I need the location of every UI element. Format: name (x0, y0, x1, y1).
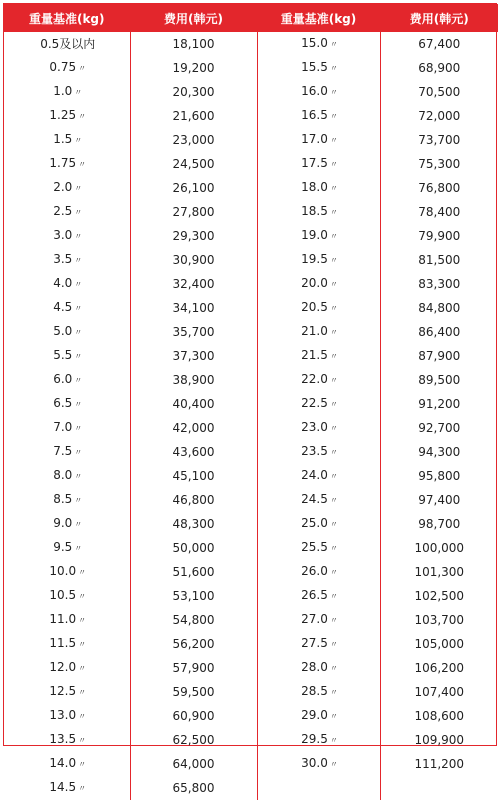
left-weight-cell (4, 80, 130, 104)
ditto-mark: 〃 (74, 544, 83, 553)
table-row (4, 128, 498, 152)
ditto-mark: 〃 (329, 208, 338, 217)
left-weight-cell (4, 320, 130, 344)
ditto-mark: 〃 (74, 280, 83, 289)
right-weight-cell (257, 296, 380, 320)
ditto-mark: 〃 (78, 616, 87, 625)
table-row (4, 560, 498, 584)
ditto-mark: 〃 (78, 160, 87, 169)
ditto-mark: 〃 (74, 448, 83, 457)
right-weight-cell (257, 104, 380, 128)
ditto-mark: 〃 (329, 400, 338, 409)
left-weight-cell (4, 560, 130, 584)
right-fee-cell: 76,800 (418, 181, 461, 195)
table-row (4, 176, 498, 200)
ditto-mark: 〃 (329, 496, 338, 505)
right-weight-value: 15.5 (301, 60, 328, 74)
right-weight-cell (257, 392, 380, 416)
right-weight-cell (257, 728, 380, 752)
right-weight-cell (257, 152, 380, 176)
left-weight-cell (4, 608, 130, 632)
left-weight-value: 12.0 (49, 660, 77, 674)
left-fee-cell: 29,300 (130, 224, 257, 248)
ditto-mark: 〃 (329, 304, 338, 313)
ditto-mark: 〃 (78, 64, 87, 73)
left-weight-value: 10.0 (49, 564, 77, 578)
ditto-mark: 〃 (329, 664, 338, 673)
ditto-mark: 〃 (329, 688, 338, 697)
right-weight-cell (257, 584, 380, 608)
ditto-mark: 〃 (78, 736, 87, 745)
ditto-mark: 〃 (329, 544, 338, 553)
right-fee-cell: 105,000 (414, 637, 465, 651)
table-row (4, 512, 498, 536)
right-fee-cell: 101,300 (414, 565, 465, 579)
ditto-mark: 〃 (78, 784, 87, 793)
left-fee-cell: 18,100 (130, 32, 257, 56)
right-fee-cell: 91,200 (418, 397, 461, 411)
left-weight-value: 2.5 (53, 204, 73, 218)
table-row (4, 344, 498, 368)
ditto-mark: 〃 (74, 232, 83, 241)
ditto-mark: 〃 (78, 688, 87, 697)
right-weight-cell (257, 128, 380, 152)
left-weight-value: 7.5 (53, 444, 73, 458)
right-weight-value: 23.0 (301, 420, 328, 434)
ditto-mark: 〃 (329, 568, 338, 577)
right-weight-cell (257, 752, 380, 776)
left-fee-cell: 21,600 (130, 104, 257, 128)
ditto-mark: 〃 (78, 760, 87, 769)
table-row (4, 488, 498, 512)
right-fee-cell (380, 776, 498, 800)
shipping-fee-table (4, 4, 498, 800)
right-weight-value: 16.5 (301, 108, 328, 122)
left-weight-cell (4, 512, 130, 536)
table-row (4, 248, 498, 272)
left-weight-cell (4, 368, 130, 392)
ditto-mark: 〃 (78, 640, 87, 649)
left-weight-cell (4, 272, 130, 296)
left-fee-cell: 43,600 (130, 440, 257, 464)
right-weight-value: 18.0 (301, 180, 328, 194)
left-fee-cell: 37,300 (130, 344, 257, 368)
left-weight-cell (4, 104, 130, 128)
ditto-mark: 〃 (74, 496, 83, 505)
ditto-mark: 〃 (329, 712, 338, 721)
right-weight-cell (257, 416, 380, 440)
right-fee-cell: 106,200 (414, 661, 465, 675)
right-weight-cell (257, 224, 380, 248)
ditto-mark: 〃 (329, 328, 338, 337)
table-row (4, 56, 498, 80)
right-weight-cell (257, 536, 380, 560)
header-weight-right: 重量基准(kg) (257, 4, 380, 32)
right-weight-cell (257, 320, 380, 344)
right-weight-value: 23.5 (301, 444, 328, 458)
right-fee-cell: 87,900 (418, 349, 461, 363)
ditto-mark: 〃 (74, 328, 83, 337)
left-weight-value: 1.0 (53, 84, 73, 98)
right-fee-cell: 75,300 (418, 157, 461, 171)
right-weight-value: 25.5 (301, 540, 328, 554)
left-weight-value: 14.0 (49, 756, 77, 770)
right-fee-cell: 108,600 (414, 709, 465, 723)
ditto-mark: 〃 (329, 640, 338, 649)
ditto-mark: 〃 (329, 352, 338, 361)
left-weight-cell (4, 224, 130, 248)
right-weight-value: 27.0 (301, 612, 328, 626)
right-weight-value: 15.0 (301, 36, 328, 50)
left-weight-cell (4, 416, 130, 440)
ditto-mark: 〃 (74, 400, 83, 409)
left-weight-cell (4, 392, 130, 416)
left-fee-cell: 53,100 (130, 584, 257, 608)
table-row (4, 776, 498, 800)
left-weight-value: 9.5 (53, 540, 73, 554)
left-weight-cell (4, 488, 130, 512)
ditto-mark: 〃 (329, 376, 338, 385)
right-weight-cell (257, 704, 380, 728)
table-body (4, 32, 498, 800)
ditto-mark: 〃 (74, 376, 83, 385)
right-weight-value: 16.0 (301, 84, 328, 98)
right-weight-value: 22.5 (301, 396, 328, 410)
left-weight-value: 0.5及以内 (40, 37, 96, 51)
left-fee-cell: 48,300 (130, 512, 257, 536)
ditto-mark: 〃 (74, 472, 83, 481)
table-row (4, 704, 498, 728)
left-weight-cell (4, 176, 130, 200)
right-weight-value: 21.5 (301, 348, 328, 362)
left-fee-cell: 38,900 (130, 368, 257, 392)
ditto-mark: 〃 (78, 568, 87, 577)
left-fee-cell: 56,200 (130, 632, 257, 656)
left-weight-value: 6.0 (53, 372, 73, 386)
right-weight-cell (257, 56, 380, 80)
ditto-mark: 〃 (329, 424, 338, 433)
ditto-mark: 〃 (329, 736, 338, 745)
left-weight-value: 0.75 (49, 60, 77, 74)
table-row (4, 152, 498, 176)
header-weight-left: 重量基准(kg) (4, 4, 130, 32)
left-weight-cell (4, 584, 130, 608)
ditto-mark: 〃 (329, 64, 338, 73)
left-weight-value: 1.25 (49, 108, 77, 122)
left-weight-value: 9.0 (53, 516, 73, 530)
left-weight-value: 1.5 (53, 132, 73, 146)
table-row (4, 416, 498, 440)
right-fee-cell: 97,400 (418, 493, 461, 507)
table-row (4, 728, 498, 752)
right-fee-cell: 94,300 (418, 445, 461, 459)
left-fee-cell: 62,500 (130, 728, 257, 752)
right-weight-cell (257, 512, 380, 536)
table-row (4, 608, 498, 632)
left-fee-cell: 24,500 (130, 152, 257, 176)
table-row (4, 80, 498, 104)
table-row (4, 368, 498, 392)
right-weight-cell (257, 32, 380, 56)
left-weight-cell (4, 32, 130, 56)
right-fee-cell: 102,500 (414, 589, 465, 603)
right-weight-cell (257, 488, 380, 512)
right-weight-value: 30.0 (301, 756, 328, 770)
left-fee-cell: 50,000 (130, 536, 257, 560)
left-fee-cell: 30,900 (130, 248, 257, 272)
left-weight-value: 4.0 (53, 276, 73, 290)
left-fee-cell: 60,900 (130, 704, 257, 728)
ditto-mark: 〃 (329, 232, 338, 241)
left-weight-cell (4, 248, 130, 272)
left-fee-cell: 54,800 (130, 608, 257, 632)
header-fee-right: 费用(韩元) (380, 4, 498, 32)
ditto-mark: 〃 (329, 256, 338, 265)
left-weight-value: 13.0 (49, 708, 77, 722)
right-weight-cell (257, 680, 380, 704)
right-fee-cell: 72,000 (418, 109, 461, 123)
right-weight-value: 28.5 (301, 684, 328, 698)
right-weight-value: 22.0 (301, 372, 328, 386)
right-fee-cell: 79,900 (418, 229, 461, 243)
left-weight-value: 13.5 (49, 732, 77, 746)
left-fee-cell: 46,800 (130, 488, 257, 512)
right-weight-value: 29.0 (301, 708, 328, 722)
right-weight-value: 28.0 (301, 660, 328, 674)
table-row (4, 632, 498, 656)
right-fee-cell: 92,700 (418, 421, 461, 435)
ditto-mark: 〃 (329, 448, 338, 457)
left-weight-value: 11.0 (49, 612, 77, 626)
right-fee-cell: 89,500 (418, 373, 461, 387)
ditto-mark: 〃 (329, 760, 338, 769)
right-fee-cell: 84,800 (418, 301, 461, 315)
ditto-mark: 〃 (78, 712, 87, 721)
ditto-mark: 〃 (329, 40, 338, 49)
left-weight-cell (4, 776, 130, 800)
ditto-mark: 〃 (329, 520, 338, 529)
left-weight-value: 3.0 (53, 228, 73, 242)
table-row (4, 584, 498, 608)
left-weight-value: 14.5 (49, 780, 77, 794)
left-weight-value: 1.75 (49, 156, 77, 170)
ditto-mark: 〃 (329, 112, 338, 121)
right-weight-cell (257, 176, 380, 200)
right-fee-cell: 68,900 (418, 61, 461, 75)
ditto-mark: 〃 (329, 160, 338, 169)
left-fee-cell: 34,100 (130, 296, 257, 320)
right-weight-cell (257, 80, 380, 104)
ditto-mark: 〃 (329, 616, 338, 625)
right-weight-cell (257, 248, 380, 272)
right-fee-cell: 103,700 (414, 613, 465, 627)
left-weight-value: 2.0 (53, 180, 73, 194)
left-weight-cell (4, 440, 130, 464)
left-weight-value: 7.0 (53, 420, 73, 434)
left-weight-cell (4, 704, 130, 728)
table-row (4, 296, 498, 320)
table-header-row (4, 4, 498, 32)
left-weight-value: 4.5 (53, 300, 73, 314)
right-weight-value: 20.5 (301, 300, 328, 314)
left-weight-value: 8.0 (53, 468, 73, 482)
table-row (4, 200, 498, 224)
left-weight-cell (4, 632, 130, 656)
left-fee-cell: 19,200 (130, 56, 257, 80)
ditto-mark: 〃 (78, 112, 87, 121)
right-fee-cell: 73,700 (418, 133, 461, 147)
ditto-mark: 〃 (74, 136, 83, 145)
right-weight-cell (257, 464, 380, 488)
right-weight-value: 19.0 (301, 228, 328, 242)
shipping-fee-table-frame (3, 3, 497, 795)
table-row (4, 392, 498, 416)
right-weight-cell (257, 368, 380, 392)
right-weight-cell (257, 200, 380, 224)
right-weight-value: 26.0 (301, 564, 328, 578)
right-weight-value: 29.5 (301, 732, 328, 746)
left-fee-cell: 51,600 (130, 560, 257, 584)
left-weight-cell (4, 752, 130, 776)
left-fee-cell: 27,800 (130, 200, 257, 224)
left-fee-cell: 32,400 (130, 272, 257, 296)
right-weight-cell (257, 632, 380, 656)
left-fee-cell: 40,400 (130, 392, 257, 416)
left-weight-value: 3.5 (53, 252, 73, 266)
right-weight-value: 17.5 (301, 156, 328, 170)
right-weight-value: 24.5 (301, 492, 328, 506)
right-fee-cell: 86,400 (418, 325, 461, 339)
left-fee-cell: 35,700 (130, 320, 257, 344)
ditto-mark: 〃 (329, 280, 338, 289)
right-weight-value: 25.0 (301, 516, 328, 530)
left-fee-cell: 45,100 (130, 464, 257, 488)
ditto-mark: 〃 (74, 208, 83, 217)
right-fee-cell: 98,700 (418, 517, 461, 531)
right-fee-cell: 100,000 (414, 541, 465, 555)
ditto-mark: 〃 (74, 424, 83, 433)
left-fee-cell: 64,000 (130, 752, 257, 776)
left-weight-cell (4, 344, 130, 368)
right-weight-value: 26.5 (301, 588, 328, 602)
left-weight-value: 5.5 (53, 348, 73, 362)
left-fee-cell: 23,000 (130, 128, 257, 152)
table-row (4, 536, 498, 560)
left-fee-cell: 20,300 (130, 80, 257, 104)
left-weight-value: 8.5 (53, 492, 73, 506)
table-row (4, 272, 498, 296)
right-fee-cell: 70,500 (418, 85, 461, 99)
right-weight-cell (257, 272, 380, 296)
ditto-mark: 〃 (329, 88, 338, 97)
left-fee-cell: 26,100 (130, 176, 257, 200)
ditto-mark: 〃 (329, 184, 338, 193)
left-fee-cell: 65,800 (130, 776, 257, 800)
right-fee-cell: 109,900 (414, 733, 465, 747)
header-fee-left: 费用(韩元) (130, 4, 257, 32)
right-weight-cell (257, 776, 380, 800)
left-weight-cell (4, 152, 130, 176)
right-fee-cell: 78,400 (418, 205, 461, 219)
table-row (4, 320, 498, 344)
left-weight-cell (4, 728, 130, 752)
right-fee-cell: 67,400 (418, 37, 461, 51)
right-fee-cell: 81,500 (418, 253, 461, 267)
right-fee-cell: 95,800 (418, 469, 461, 483)
left-weight-value: 12.5 (49, 684, 77, 698)
right-weight-cell (257, 440, 380, 464)
ditto-mark: 〃 (74, 184, 83, 193)
left-fee-cell: 42,000 (130, 416, 257, 440)
left-weight-cell (4, 656, 130, 680)
left-weight-cell (4, 464, 130, 488)
table-row (4, 464, 498, 488)
right-weight-value: 19.5 (301, 252, 328, 266)
right-weight-cell (257, 560, 380, 584)
table-row (4, 752, 498, 776)
left-weight-value: 11.5 (49, 636, 77, 650)
left-weight-cell (4, 200, 130, 224)
left-weight-cell (4, 536, 130, 560)
table-row (4, 224, 498, 248)
ditto-mark: 〃 (74, 88, 83, 97)
right-fee-cell: 111,200 (414, 757, 465, 771)
table-row (4, 104, 498, 128)
right-weight-cell (257, 344, 380, 368)
right-fee-cell: 107,400 (414, 685, 465, 699)
right-weight-value: 18.5 (301, 204, 328, 218)
ditto-mark: 〃 (74, 256, 83, 265)
ditto-mark: 〃 (329, 472, 338, 481)
left-weight-value: 6.5 (53, 396, 73, 410)
right-weight-value: 20.0 (301, 276, 328, 290)
table-row (4, 440, 498, 464)
ditto-mark: 〃 (78, 592, 87, 601)
ditto-mark: 〃 (78, 664, 87, 673)
right-weight-cell (257, 656, 380, 680)
table-row (4, 680, 498, 704)
right-fee-cell: 83,300 (418, 277, 461, 291)
right-weight-value: 27.5 (301, 636, 328, 650)
table-row (4, 656, 498, 680)
ditto-mark: 〃 (329, 592, 338, 601)
left-fee-cell: 57,900 (130, 656, 257, 680)
left-weight-cell (4, 56, 130, 80)
ditto-mark: 〃 (74, 352, 83, 361)
ditto-mark: 〃 (74, 520, 83, 529)
table-row (4, 32, 498, 56)
left-fee-cell: 59,500 (130, 680, 257, 704)
right-weight-cell (257, 608, 380, 632)
left-weight-cell (4, 296, 130, 320)
right-weight-value: 21.0 (301, 324, 328, 338)
ditto-mark: 〃 (329, 136, 338, 145)
ditto-mark: 〃 (74, 304, 83, 313)
right-weight-value: 17.0 (301, 132, 328, 146)
left-weight-value: 10.5 (49, 588, 77, 602)
left-weight-cell (4, 680, 130, 704)
left-weight-value: 5.0 (53, 324, 73, 338)
left-weight-cell (4, 128, 130, 152)
right-weight-value: 24.0 (301, 468, 328, 482)
